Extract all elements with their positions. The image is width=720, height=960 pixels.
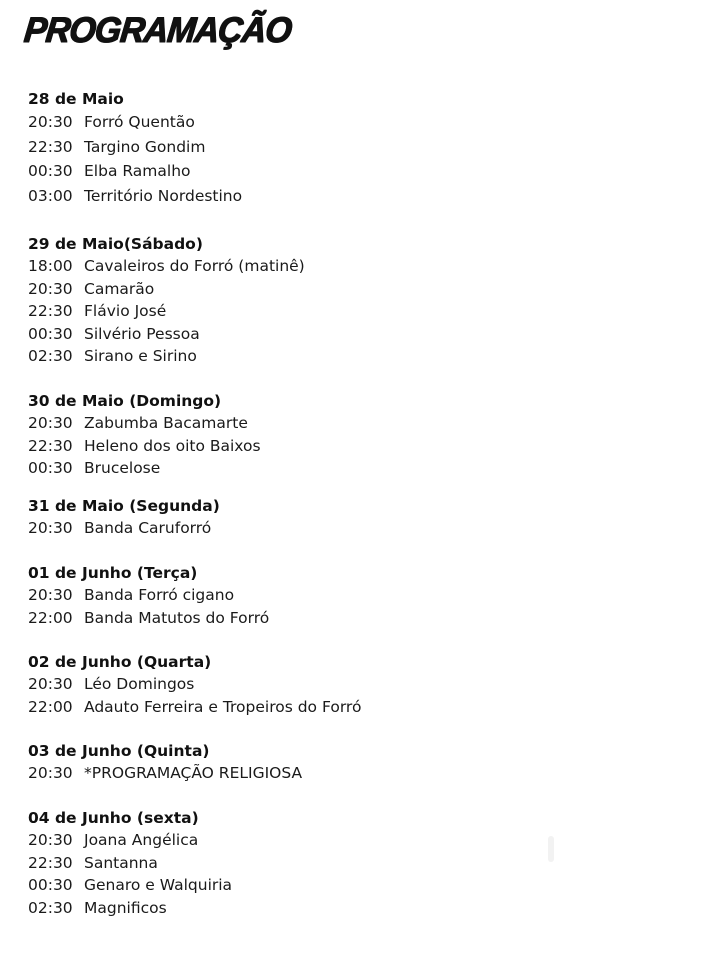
event-time: 20:30 — [28, 675, 73, 693]
schedule-row — [28, 762, 302, 785]
event-time: 20:30 — [28, 279, 73, 298]
event-artist: Adauto Ferreira e Tropeiros do Forró — [84, 697, 362, 716]
event-time: 20:30 — [28, 519, 73, 537]
event-artist: Genaro e Walquiria — [84, 876, 233, 894]
schedule-row — [28, 584, 269, 607]
event-time: 22:00 — [28, 697, 73, 716]
event-artist: Flávio José — [84, 302, 167, 320]
event-artist: Camarão — [84, 279, 155, 298]
schedule-row — [28, 607, 269, 630]
event-time: 00:30 — [28, 162, 73, 180]
schedule-row — [28, 435, 261, 458]
event-artist: Cavaleiros do Forró (matinê) — [84, 257, 305, 275]
schedule-row — [28, 852, 232, 875]
event-artist: Heleno dos oito Baixos — [84, 436, 261, 455]
event-artist: Brucelose — [84, 459, 161, 477]
schedule-row — [28, 412, 261, 435]
schedule-row — [28, 300, 305, 323]
schedule-row — [28, 897, 232, 920]
event-artist: Banda Caruforró — [84, 519, 212, 537]
event-time: 22:30 — [28, 436, 73, 455]
day-section — [28, 390, 261, 480]
event-time: 00:30 — [28, 459, 73, 477]
event-time: 20:30 — [28, 764, 73, 782]
event-artist: Forró Quentão — [84, 113, 195, 131]
day-heading: 03 de Junho (Quinta) — [28, 742, 210, 760]
page-title: PROGRAMAÇÃO — [21, 10, 293, 50]
day-section — [28, 495, 220, 540]
event-artist: Joana Angélica — [84, 831, 199, 849]
day-section — [28, 233, 305, 368]
event-time: 22:30 — [28, 853, 73, 872]
schedule-row — [28, 517, 220, 540]
event-artist: *PROGRAMAÇÃO RELIGIOSA — [84, 764, 303, 782]
schedule-row — [28, 696, 361, 719]
event-artist: Silvério Pessoa — [84, 324, 200, 343]
event-time: 20:30 — [28, 586, 73, 604]
scan-smudge — [548, 836, 554, 862]
event-time: 03:00 — [28, 186, 73, 205]
event-time: 00:30 — [28, 324, 73, 343]
schedule-row — [28, 135, 242, 160]
event-artist: Banda Matutos do Forró — [84, 608, 270, 627]
day-section — [28, 562, 269, 629]
schedule-row — [28, 673, 361, 696]
event-artist: Targino Gondim — [84, 137, 206, 156]
day-heading: 01 de Junho (Terça) — [28, 564, 198, 582]
schedule-row — [28, 184, 242, 209]
day-section — [28, 88, 242, 208]
schedule-row — [28, 110, 242, 135]
schedule-row — [28, 159, 242, 184]
event-artist: Magnificos — [84, 898, 167, 917]
event-time: 22:00 — [28, 608, 73, 627]
event-artist: Banda Forró cigano — [84, 586, 235, 604]
event-time: 00:30 — [28, 876, 73, 894]
schedule-row — [28, 323, 305, 346]
event-time: 20:30 — [28, 414, 73, 432]
day-section — [28, 740, 302, 785]
schedule-row — [28, 255, 305, 278]
schedule-row — [28, 457, 261, 480]
event-artist: Território Nordestino — [84, 186, 243, 205]
schedule-row — [28, 829, 232, 852]
day-heading: 04 de Junho (sexta) — [28, 809, 199, 827]
event-time: 02:30 — [28, 898, 73, 917]
day-section — [28, 807, 232, 919]
event-time: 18:00 — [28, 257, 73, 275]
day-heading: 29 de Maio(Sábado) — [28, 235, 203, 253]
event-artist: Léo Domingos — [84, 675, 195, 693]
event-artist: Santanna — [84, 853, 158, 872]
event-time: 20:30 — [28, 831, 73, 849]
event-time: 22:30 — [28, 137, 73, 156]
day-heading: 31 de Maio (Segunda) — [28, 497, 220, 515]
event-time: 22:30 — [28, 302, 73, 320]
day-heading: 30 de Maio (Domingo) — [28, 392, 222, 410]
schedule-row — [28, 874, 232, 897]
day-heading: 02 de Junho (Quarta) — [28, 653, 212, 671]
day-heading: 28 de Maio — [28, 90, 124, 108]
schedule-row — [28, 278, 305, 301]
event-artist: Elba Ramalho — [84, 162, 191, 180]
event-artist: Zabumba Bacamarte — [84, 414, 248, 432]
schedule-row — [28, 345, 305, 368]
event-time: 02:30 — [28, 347, 73, 365]
day-section — [28, 651, 361, 718]
event-artist: Sirano e Sirino — [84, 347, 197, 365]
event-time: 20:30 — [28, 113, 73, 131]
